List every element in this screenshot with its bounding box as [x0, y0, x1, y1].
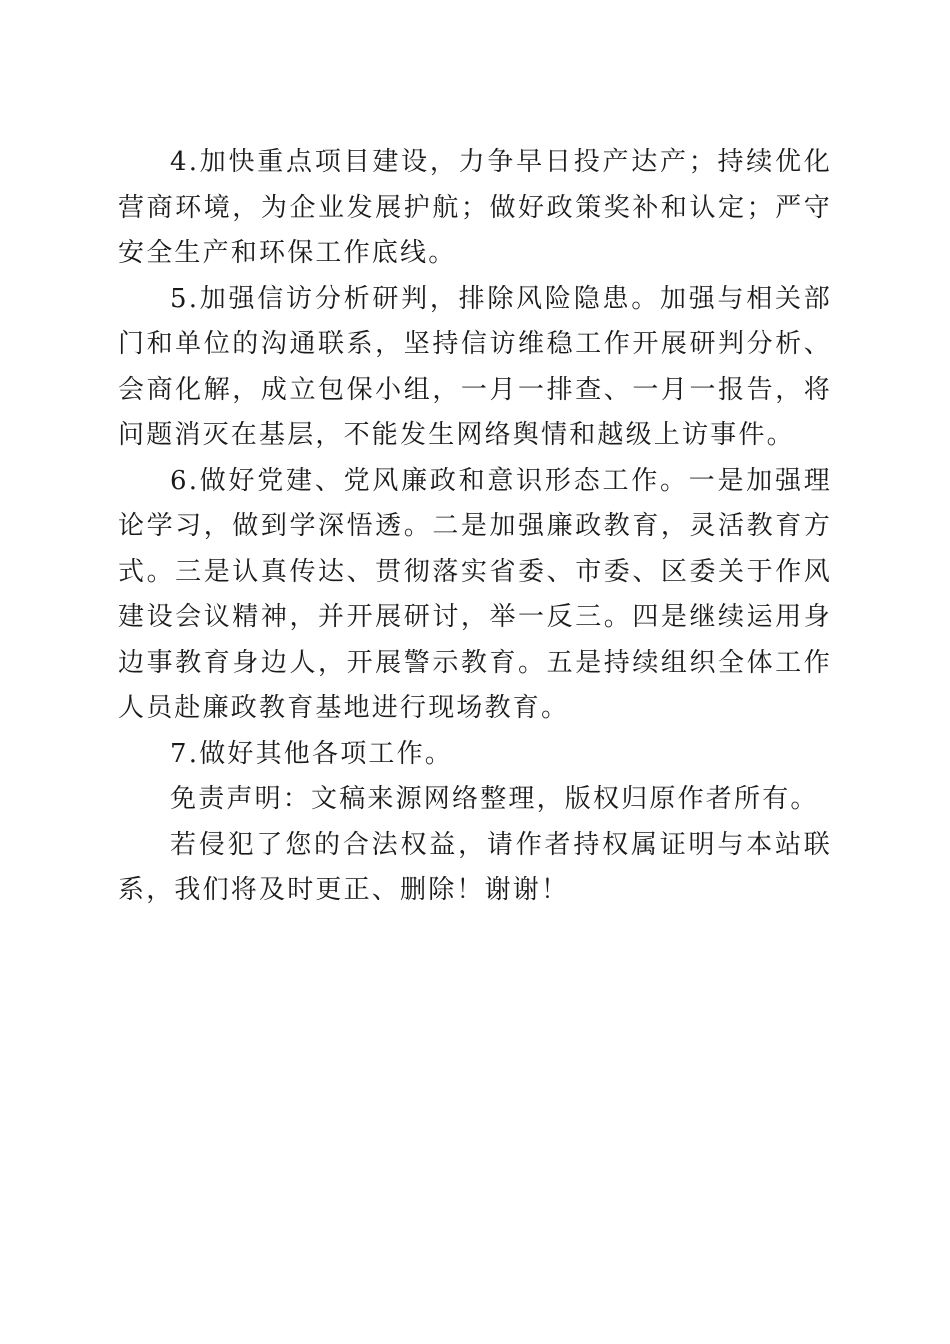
paragraph-item-5: 5.加强信访分析研判，排除风险隐患。加强与相关部门和单位的沟通联系，坚持信访维稳工作开展研判分析、会商化解，成立包保小组，一月一排查、一月一报告，将问题消灭在基层，不能发生网络舆情和越级上访事件。 [118, 283, 832, 450]
contact-notice-paragraph: 若侵犯了您的合法权益，请作者持权属证明与本站联系，我们将及时更正、删除！谢谢！ [118, 829, 832, 905]
disclaimer-paragraph: 免责声明：文稿来源网络整理，版权归原作者所有。 [170, 784, 819, 814]
document-body [118, 140, 832, 914]
paragraph-item-6: 6.做好党建、党风廉政和意识形态工作。一是加强理论学习，做到学深悟透。二是加强廉政教育，灵活教育方式。三是认真传达、贯彻落实省委、市委、区委关于作风建设会议精神，并开展研讨，举一反三。四是继续运用身边事教育身边人，开展警示教育。五是持续组织全体工作人员赴廉政教育基地进行现场教育。 [118, 465, 832, 723]
paragraph-item-7: 7.做好其他各项工作。 [170, 738, 454, 769]
paragraph-item-4: 4.加快重点项目建设，力争早日投产达产；持续优化营商环境，为企业发展护航；做好政策奖补和认定；严守安全生产和环保工作底线。 [118, 147, 832, 268]
